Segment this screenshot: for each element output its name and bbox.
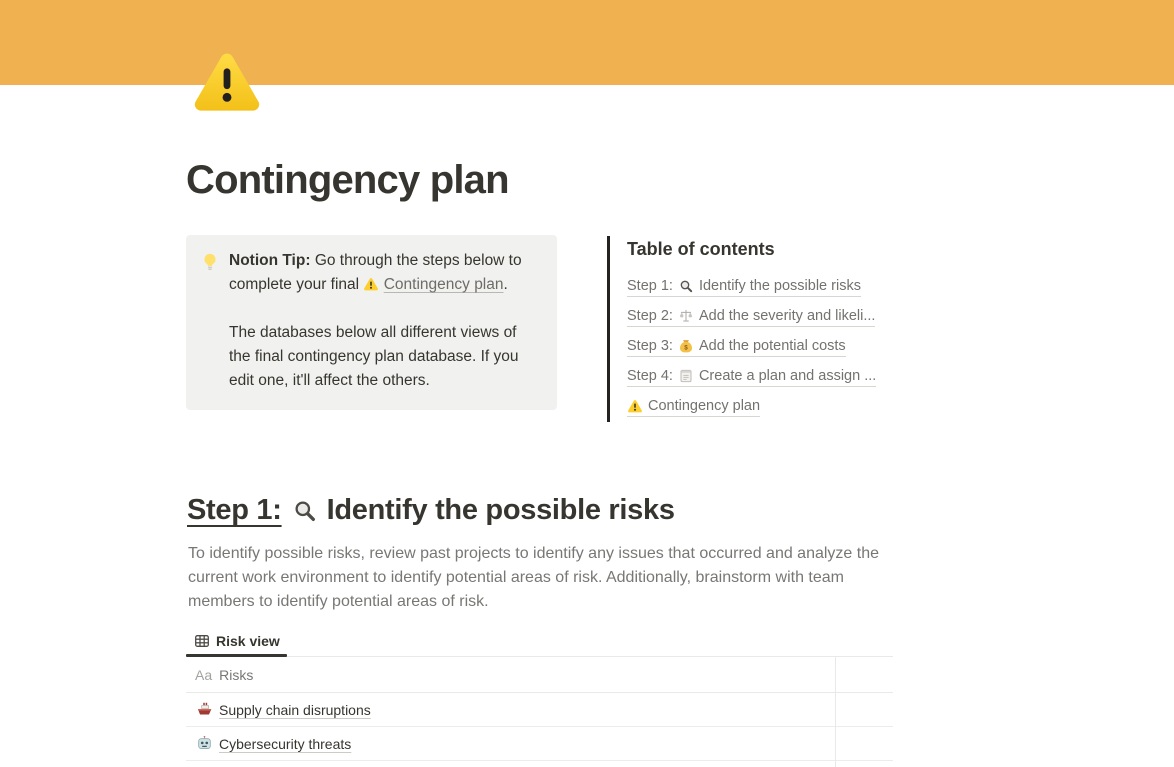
toc-step-prefix: Step 3: (627, 337, 673, 354)
toc-item-step-1 (627, 272, 897, 302)
warning-triangle-icon (363, 276, 379, 292)
table-column-divider (835, 657, 836, 767)
risks-column-header[interactable] (186, 657, 893, 693)
active-tab-indicator (186, 654, 287, 657)
toc-step-label: Identify the possible risks (698, 277, 861, 294)
toc-link-step-2[interactable] (627, 308, 875, 327)
row-title-link[interactable]: Supply chain disruptions (219, 701, 371, 718)
step-1-title: Identify the possible risks (326, 494, 675, 526)
toc-item-step-2 (627, 302, 897, 332)
robot-icon (196, 735, 213, 752)
money-bag-icon (678, 338, 694, 354)
table-row[interactable] (186, 693, 893, 727)
lightbulb-icon (200, 251, 220, 273)
risks-column-label: Risks (219, 666, 254, 683)
svg-text:$: $ (684, 344, 688, 352)
toc-item-step-4 (627, 362, 897, 392)
toc-step-prefix: Step 2: (627, 307, 673, 324)
tip-text: Go through the steps below to complete your final (229, 252, 522, 293)
toc-item-contingency-plan (627, 392, 897, 422)
toc-step-label: Add the potential costs (698, 337, 846, 354)
callout-tip-paragraph (229, 249, 541, 297)
table-view-icon (194, 633, 210, 649)
risk-view-tab-label: Risk view (216, 633, 280, 649)
page-title: Contingency plan (186, 158, 509, 202)
risk-view-tab[interactable] (186, 627, 288, 655)
tip-bold-label: Notion Tip: (229, 252, 311, 269)
toc-link-step-1[interactable] (627, 278, 861, 297)
row-title-link[interactable]: Cybersecurity threats (219, 735, 352, 752)
balance-scale-icon (678, 308, 694, 324)
toc-link-step-4[interactable] (627, 368, 876, 387)
title-property-icon: Aa (195, 666, 213, 683)
notion-tip-callout (186, 235, 557, 410)
toc-step-prefix: Step 4: (627, 367, 673, 384)
toc-title: Table of contents (627, 239, 775, 259)
tip-period: . (503, 276, 508, 293)
toc-step-label: Contingency plan (648, 397, 761, 414)
step-1-description: To identify possible risks, review past projects to identify any issues that occurred and analyze the current work environment to identify potential areas of risk. Additionally, brainstorm with team members to identify potential areas of risk. (188, 545, 880, 610)
callout-body-paragraph: The databases below all different views of the final contingency plan database. If you edit one, it'll affect the others. (229, 324, 519, 389)
page-cover (0, 0, 1174, 85)
table-of-contents (607, 236, 897, 422)
toc-step-label: Add the severity and likeli... (698, 307, 876, 324)
contingency-plan-page-link[interactable]: Contingency plan (383, 276, 504, 293)
warning-triangle-icon (627, 398, 643, 414)
step-1-prefix: Step 1: (187, 494, 282, 526)
magnifying-glass-icon (678, 278, 694, 294)
toc-link-contingency-plan[interactable] (627, 398, 760, 417)
callout-text (229, 249, 541, 396)
magnifying-glass-icon (291, 497, 318, 524)
table-row[interactable] (186, 727, 893, 761)
toc-item-step-3 (627, 332, 897, 362)
ship-icon (196, 701, 213, 718)
toc-step-prefix: Step 1: (627, 277, 673, 294)
notepad-icon (678, 368, 694, 384)
step-1-heading (187, 494, 675, 527)
toc-link-step-3[interactable] (627, 338, 846, 357)
risk-table (186, 656, 893, 767)
warning-triangle-icon[interactable] (188, 45, 266, 116)
toc-step-label: Create a plan and assign ... (698, 367, 877, 384)
